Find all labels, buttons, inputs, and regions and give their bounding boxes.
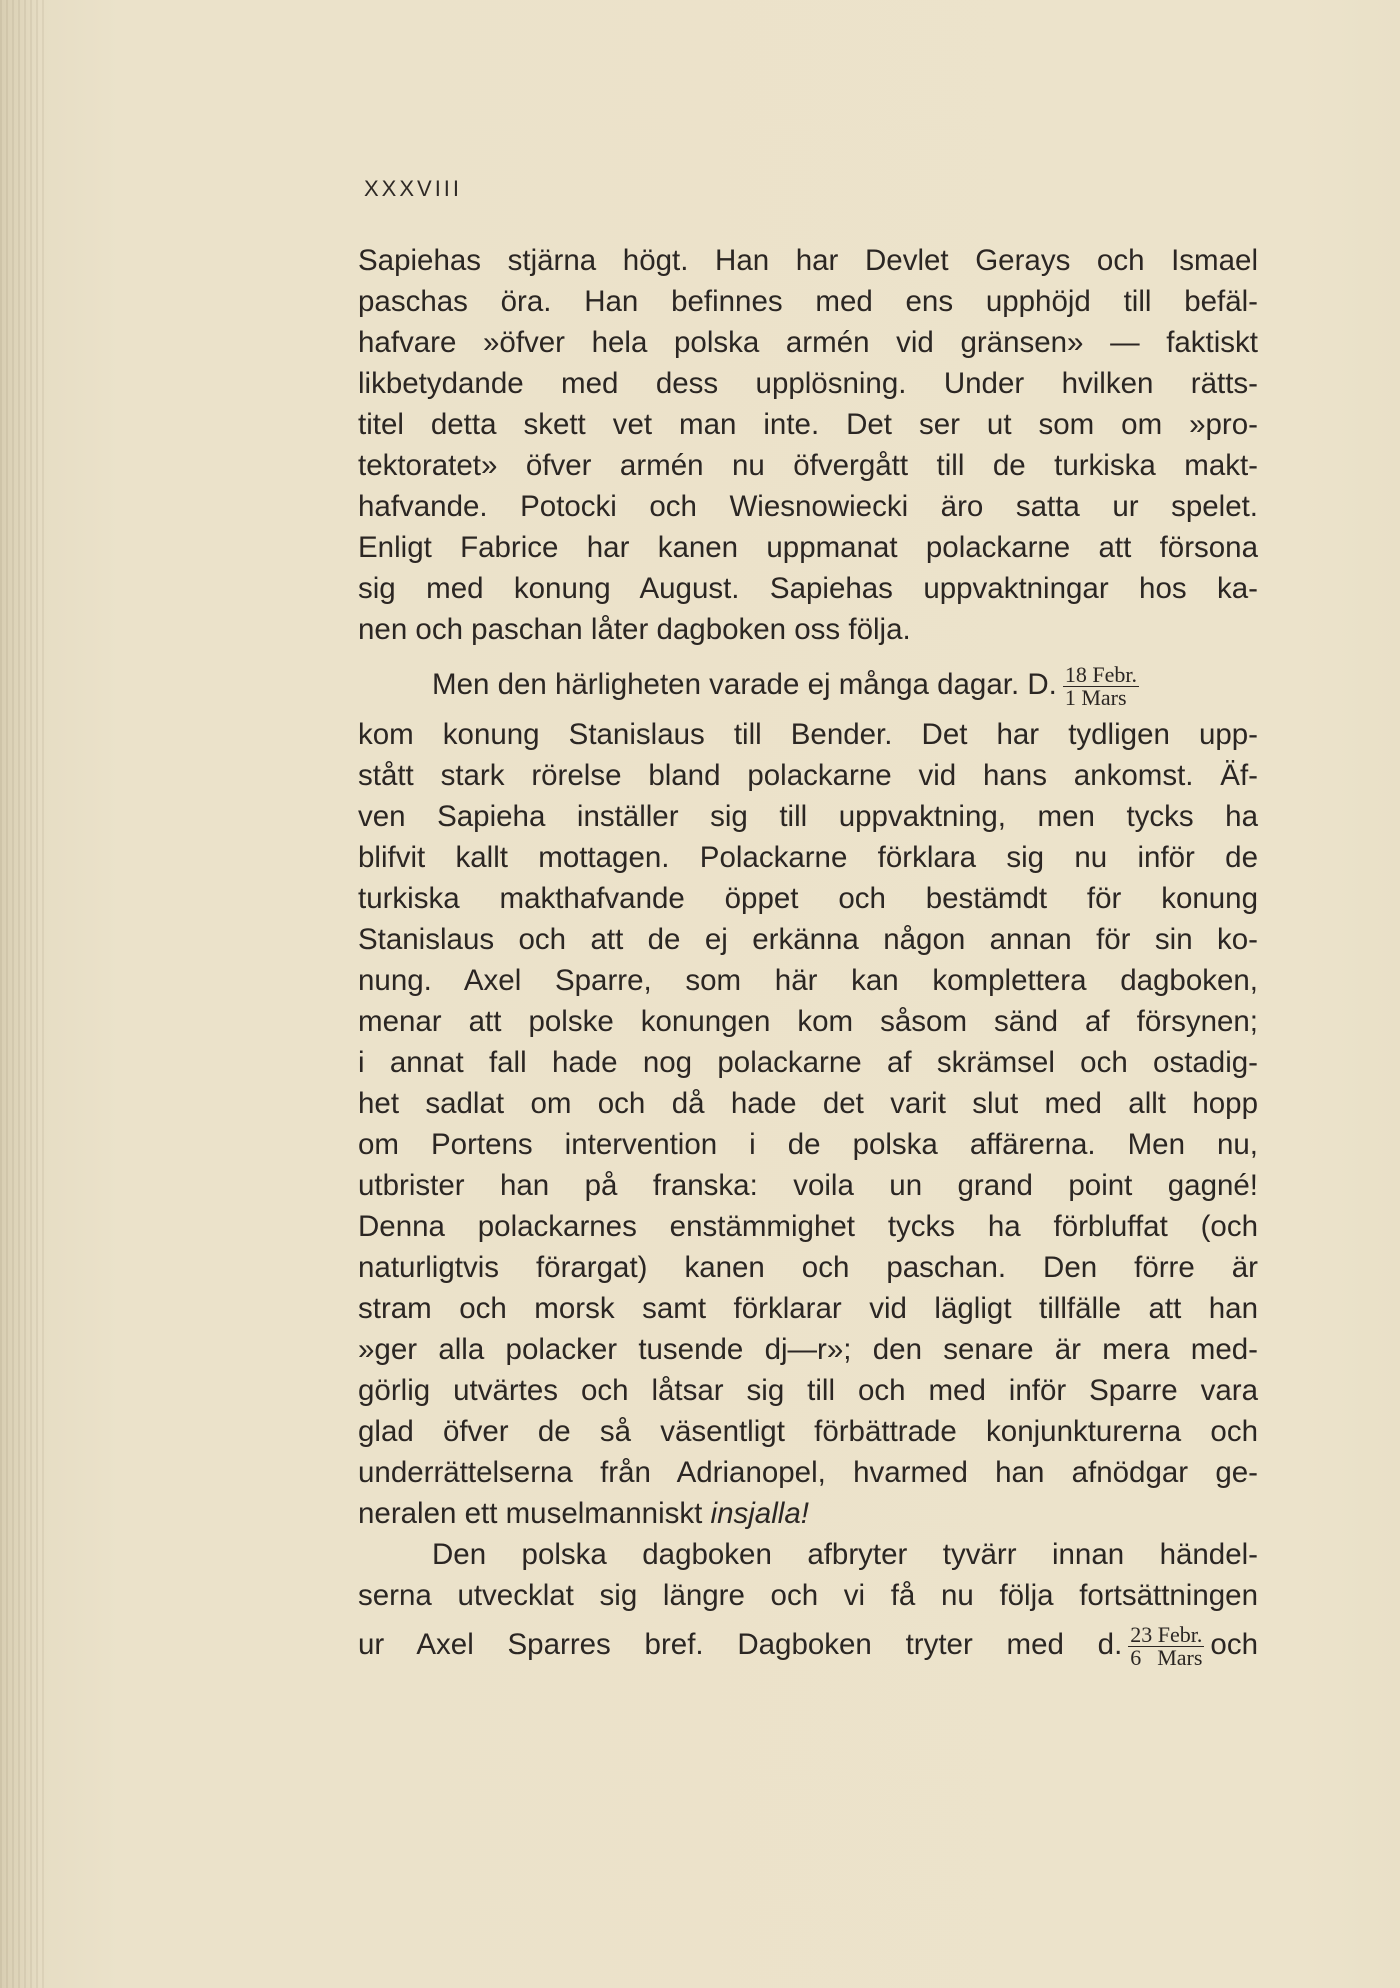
text-line: glad öfver de så väsentligt förbättrade konjunkturerna och (358, 1415, 1258, 1448)
text-line: Sapiehas stjärna högt. Han har Devlet Gerays och Ismael (358, 244, 1258, 277)
text-line: Denna polackarnes enstämmighet tycks ha förbluffat (och (358, 1210, 1258, 1243)
text-line-with-date (358, 1616, 1258, 1674)
text-line: om Portens intervention i de polska affärerna. Men nu, (358, 1128, 1258, 1161)
paragraph-2 (358, 656, 1258, 1534)
text-line: stått stark rörelse bland polackarne vid hans ankomst. Äf- (358, 759, 1258, 792)
text-line: »ger alla polacker tusende dj—r»; den senare är mera med- (358, 1333, 1258, 1366)
date-denominator: 1 Mars (1064, 684, 1127, 710)
text-line: i annat fall hade nog polackarne af skrämsel och ostadig- (358, 1046, 1258, 1079)
text-line: nung. Axel Sparre, som här kan komplettera dagboken, (358, 964, 1258, 997)
text-line: utbrister han på franska: voila un grand point gagné! (358, 1169, 1258, 1202)
date-fraction (1128, 1621, 1204, 1670)
date-numerator: 18 Febr. (1064, 661, 1137, 687)
page-number: XXXVIII (364, 176, 463, 201)
text-span: Men den härligheten varade ej många dagar. D. (432, 668, 1057, 701)
body-text (358, 240, 1258, 1674)
text-line: tektoratet» öfver armén nu öfvergått till de turkiska makt- (358, 449, 1258, 482)
text-line: Enligt Fabrice har kanen uppmanat polackarne att försona (358, 531, 1258, 564)
text-line: sig med konung August. Sapiehas uppvaktningar hos ka- (358, 572, 1258, 605)
text-line: menar att polske konungen kom såsom sänd af försynen; (358, 1005, 1258, 1038)
text-line: hafvare »öfver hela polska armén vid gränsen» — faktiskt (358, 326, 1258, 359)
text-line: turkiska makthafvande öppet och bestämdt för konung (358, 882, 1258, 915)
text-line: ven Sapieha inställer sig till uppvaktning, men tycks ha (358, 800, 1258, 833)
text-line: Den polska dagboken afbryter tyvärr innan händel- (432, 1538, 1258, 1571)
text-line: likbetydande med dess upplösning. Under hvilken rätts- (358, 367, 1258, 400)
paragraph-3 (358, 1534, 1258, 1674)
text-line: kom konung Stanislaus till Bender. Det har tydligen upp- (358, 718, 1258, 751)
text-span: ur Axel Sparres bref. Dagboken tryter med d. (358, 1628, 1123, 1661)
text-line: stram och morsk samt förklarar vid lägligt tillfälle att han (358, 1292, 1258, 1325)
text-span: neralen ett muselmanniskt (358, 1497, 703, 1530)
text-span: och (1210, 1628, 1258, 1661)
page-gutter (0, 0, 46, 1988)
text-line: görlig utvärtes och låtsar sig till och med inför Sparre vara (358, 1374, 1258, 1407)
text-line: nen och paschan låter dagboken oss följa. (358, 613, 911, 646)
text-line: Stanislaus och att de ej erkänna någon annan för sin ko- (358, 923, 1258, 956)
text-line (358, 1493, 1258, 1534)
text-line: serna utvecklat sig längre och vi få nu följa fortsättningen (358, 1579, 1258, 1612)
date-fraction (1063, 661, 1139, 710)
paragraph-1 (358, 240, 1258, 650)
date-numerator: 23 Febr. (1130, 1621, 1203, 1647)
text-line: paschas öra. Han befinnes med ens upphöjd till befäl- (358, 285, 1258, 318)
text-line: naturligtvis förargat) kanen och paschan. Den förre är (358, 1251, 1258, 1284)
text-line: blifvit kallt mottagen. Polackarne förklara sig nu inför de (358, 841, 1258, 874)
text-line-with-date (358, 656, 1258, 714)
text-line: underrättelserna från Adrianopel, hvarmed han afnödgar ge- (358, 1456, 1258, 1489)
italic-word: insjalla! (710, 1497, 809, 1530)
text-line: hafvande. Potocki och Wiesnowiecki äro satta ur spelet. (358, 490, 1258, 523)
text-line: het sadlat om och då hade det varit slut med allt hopp (358, 1087, 1258, 1120)
text-line: titel detta skett vet man inte. Det ser ut som om »pro- (358, 408, 1258, 441)
date-denominator: 6 Mars (1130, 1644, 1203, 1670)
